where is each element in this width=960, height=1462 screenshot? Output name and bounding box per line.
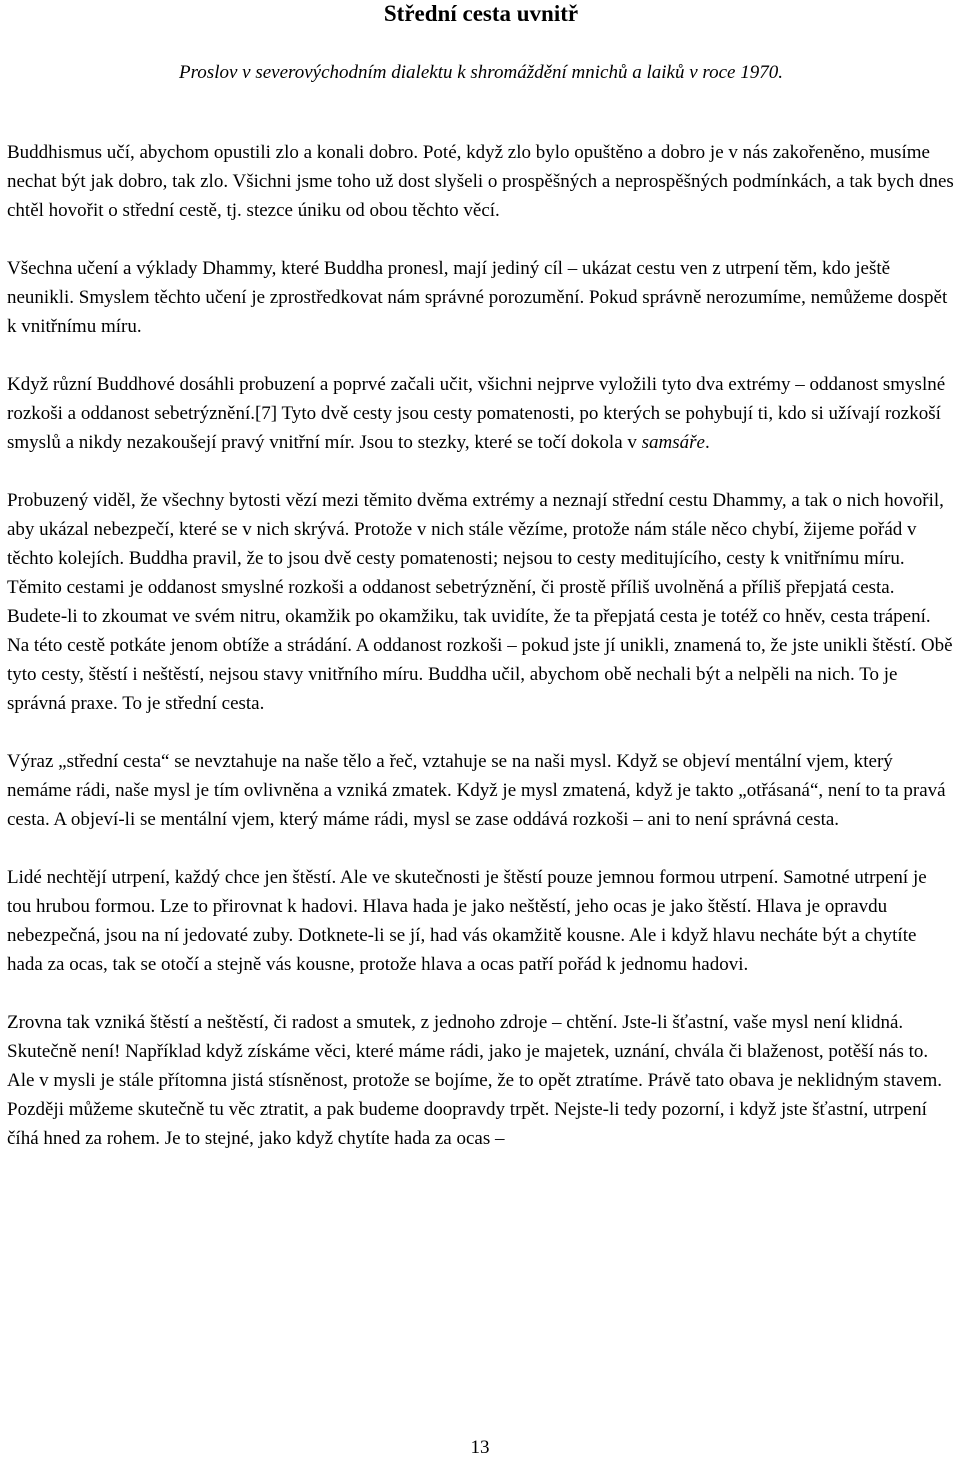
paragraph-5: Výraz „střední cesta“ se nevztahuje na naše tělo a řeč, vztahuje se na naši mysl. Když se objeví mentální vjem, který nemáme rádi, naše mysl je tím ovlivněna a vzniká zmatek. Když je mysl zmatená, když je takto „otřásaná“, není to ta pravá cesta. A objeví-li se mentální vjem, který máme rádi, mysl se zase oddává rozkoši – ani to není správná cesta.	[7, 751, 946, 830]
paragraph-2: Všechna učení a výklady Dhammy, které Buddha pronesl, mají jediný cíl – ukázat cestu ven z utrpení těm, kdo ještě neunikli. Smyslem těchto učení je zprostředkovat nám správné porozumění. Pokud správně nerozumíme, nemůžeme dospět k vnitřnímu míru.	[7, 258, 948, 337]
paragraph-3	[7, 370, 955, 457]
page-title: Střední cesta uvnitř	[383, 1, 579, 26]
paragraph-7: Zrovna tak vzniká štěstí a neštěstí, či radost a smutek, z jednoho zdroje – chtění. Jste-li šťastní, vaše mysl není klidná. Skutečně není! Například když získáme věci, které máme rádi, jako je majetek, uznání, chvála či blaženost, potěší nás to. Ale v mysli je stále přítomna jistá stísněnost, protože se bojíme, že to opět ztratíme. Právě tato obava je neklidným stavem. Později můžeme skutečně tu věc ztratit, a pak budeme doopravdy trpět. Nejste-li tedy pozorní, i když jste šťastní, utrpení číhá hned za rohem. Je to stejné, jako když chytíte hada za ocas –	[7, 1012, 942, 1149]
paragraph-4: Probuzený viděl, že všechny bytosti vězí mezi těmito dvěma extrémy a neznají střední cestu Dhammy, a tak o nich hovořil, aby ukázal nebezpečí, které se v nich skrývá. Protože v nich stále vězíme, protože nám stále něco chybí, žijeme pořád v těchto kolejích. Buddha pravil, že to jsou dvě cesty pomatenosti; nejsou to cesty meditujícího, cesty k vnitřnímu míru. Těmito cestami je oddanost smyslné rozkoši a oddanost sebetrýznění, či prostě příliš uvolněná a příliš přepjatá cesta. Budete-li to zkoumat ve svém nitru, okamžik po okamžiku, tak uvidíte, že ta přepjatá cesta je totéž co hněv, cesta trápení. Na této cestě potkáte jenom obtíže a strádání. A oddanost rozkoši – pokud jste jí unikli, znamená to, že jste unikli štěstí. Obě tyto cesty, štěstí i neštěstí, nejsou stavy vnitřního míru. Buddha učil, abychom obě nechali být a nelpěli na nich. To je správná praxe. To je střední cesta.	[7, 490, 953, 714]
paragraph-6: Lidé nechtějí utrpení, každý chce jen štěstí. Ale ve skutečnosti je štěstí pouze jemnou formou utrpení. Samotné utrpení je tou hrubou formou. Lze to přirovnat k hadovi. Hlava hada je jako neštěstí, jeho ocas je jako štěstí. Hlava je opravdu nebezpečná, jsou na ní jedovaté zuby. Dotknete-li se jí, had vás okamžitě kousne. Ale i když hlavu necháte být a chytíte hada za ocas, tak se otočí a stejně vás kousne, protože hlava a ocas patří pořád k jednomu hadovi.	[7, 867, 927, 975]
paragraph-3-text: Když různí Buddhové dosáhli probuzení a poprvé začali učit, všichni nejprve vyložili tyto dva extrémy – oddanost smyslné rozkoši a oddanost sebetrýznění.[7] Tyto dvě cesty jsou cesty pomatenosti, po kterých se pohybují ti, kdo si užívají rozkoší smyslů a nikdy nezakoušejí pravý vnitřní mír. Jsou to stezky, které se točí dokola v	[7, 374, 946, 453]
paragraph-1: Buddhismus učí, abychom opustili zlo a konali dobro. Poté, když zlo bylo opuštěno a dobro je v nás zakořeněno, musíme nechat být jak dobro, tak zlo. Všichni jsme toho už dost slyšeli o prospěšných a neprospěšných podmínkách, a tak bych dnes chtěl hovořit o střední cestě, tj. stezce úniku od obou těchto věcí.	[7, 142, 954, 221]
samsara-term: samsáře	[641, 432, 705, 453]
page-number: 13	[470, 1437, 490, 1458]
paragraph-3-end: .	[704, 432, 710, 453]
page-subtitle: Proslov v severovýchodním dialektu k shromáždění mnichů a laiků v roce 1970.	[179, 62, 783, 83]
document-page	[7, 0, 955, 1153]
